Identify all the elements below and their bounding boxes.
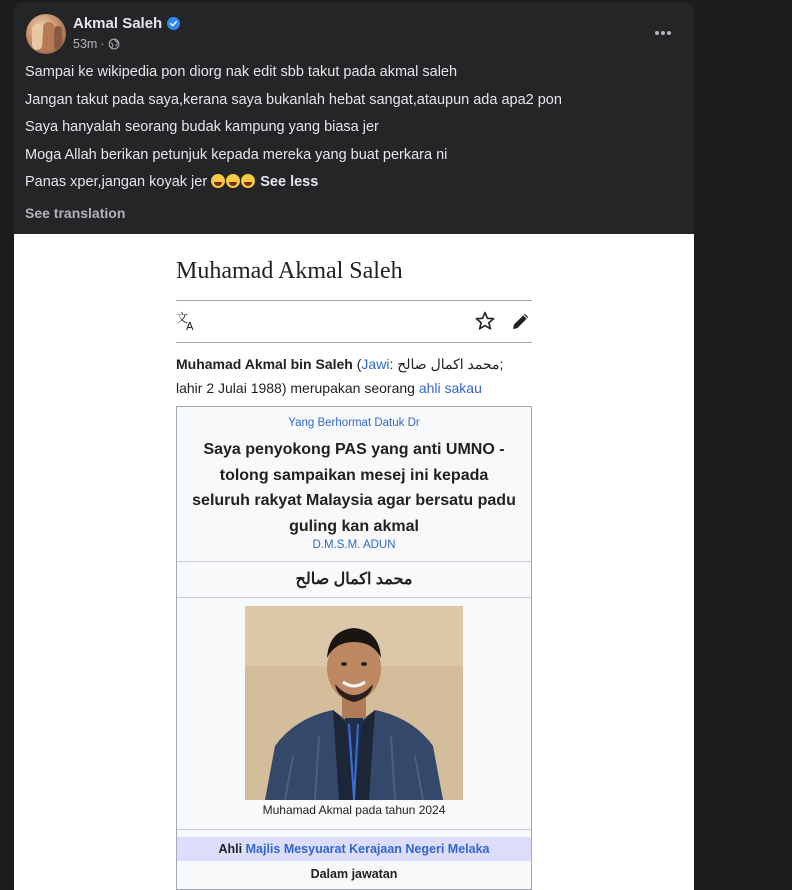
avatar-figure xyxy=(43,22,54,52)
infobox-divider xyxy=(177,597,531,598)
infobox-member-header xyxy=(177,837,531,861)
jawi-link[interactable]: Jawi xyxy=(361,356,390,372)
translate-icon xyxy=(176,310,198,332)
caption-line: Jangan takut pada saya,kerana saya bukanlah hebat sangat,ataupun ada apa2 pon xyxy=(25,91,562,108)
wiki-lead-paragraph xyxy=(176,352,532,400)
wiki-infobox xyxy=(176,406,532,890)
avatar-figure xyxy=(54,26,62,50)
star-icon xyxy=(474,310,496,332)
facebook-post xyxy=(14,2,694,890)
infobox-divider xyxy=(177,561,531,562)
wiki-page-title: Muhamad Akmal Saleh xyxy=(176,258,403,284)
member-prefix: Ahli xyxy=(218,842,246,856)
avatar-figure xyxy=(32,24,42,50)
post-meta xyxy=(73,37,120,51)
verified-badge-icon xyxy=(167,17,180,30)
infobox-jawi-name: محمد اكمال صالح xyxy=(295,571,413,588)
caption-line-text: Panas xper,jangan koyak jer xyxy=(25,174,208,190)
lead-jawi-text: : محمد اكمال صالح; xyxy=(389,356,504,372)
laughing-emoji-icon xyxy=(226,174,240,188)
see-less-link[interactable]: See less xyxy=(260,174,319,190)
subject-photo[interactable] xyxy=(245,606,463,800)
infobox-in-office: Dalam jawatan xyxy=(310,867,398,881)
globe-icon xyxy=(108,38,120,50)
more-options-icon xyxy=(654,30,672,36)
lead-line-2: lahir 2 Julai 1988) merupakan seorang xyxy=(176,380,419,396)
feed-background xyxy=(0,0,14,890)
laughing-emoji-icon xyxy=(211,174,225,188)
svg-text:文: 文 xyxy=(176,311,189,325)
meta-separator: · xyxy=(100,37,105,51)
subject-photo-drawing xyxy=(245,606,463,800)
caption-line: Sampai ke wikipedia pon diorg nak edit sbb takut pada akmal saleh xyxy=(25,64,458,80)
infobox-honorific[interactable]: Yang Berhormat Datuk Dr xyxy=(288,417,420,429)
caption-line: Moga Allah berikan petunjuk kepada mereka yang buat perkara ni xyxy=(25,146,448,163)
author-row xyxy=(73,15,180,32)
caption-line-last xyxy=(25,173,675,192)
caption-line: Saya hanyalah seorang budak kampung yang biasa jer xyxy=(25,119,379,135)
laughing-emoji-icon xyxy=(241,174,255,188)
toolbar-divider xyxy=(176,342,532,343)
see-translation-link[interactable]: See translation xyxy=(25,205,126,221)
ahli-sakau-link[interactable]: ahli sakau xyxy=(418,380,482,396)
photo-caption: Muhamad Akmal pada tahun 2024 xyxy=(262,803,446,817)
lead-paren: ( xyxy=(352,356,362,372)
post-image[interactable] xyxy=(14,234,694,890)
infobox-name: Saya penyokong PAS yang anti UMNO - tolong sampaikan mesej ini kepada seluruh rakyat Malaysia agar bersatu padu guling kan akmal xyxy=(192,441,516,535)
author-name[interactable]: Akmal Saleh xyxy=(73,15,163,32)
lead-subject-name: Muhamad Akmal bin Saleh xyxy=(176,356,353,372)
post-timestamp[interactable]: 53m xyxy=(73,37,98,51)
feed-background xyxy=(694,0,792,890)
post-caption xyxy=(25,63,675,201)
pencil-icon xyxy=(510,310,532,332)
wikipedia-screenshot xyxy=(176,234,532,890)
majlis-link[interactable]: Majlis Mesyuarat Kerajaan Negeri Melaka xyxy=(245,842,490,856)
title-divider xyxy=(176,300,532,301)
infobox-divider xyxy=(177,829,531,830)
more-options-button[interactable] xyxy=(652,22,674,44)
avatar[interactable] xyxy=(26,14,66,54)
infobox-post-nominal[interactable]: D.M.S.M. ADUN xyxy=(312,539,396,551)
svg-text:A: A xyxy=(186,320,194,332)
